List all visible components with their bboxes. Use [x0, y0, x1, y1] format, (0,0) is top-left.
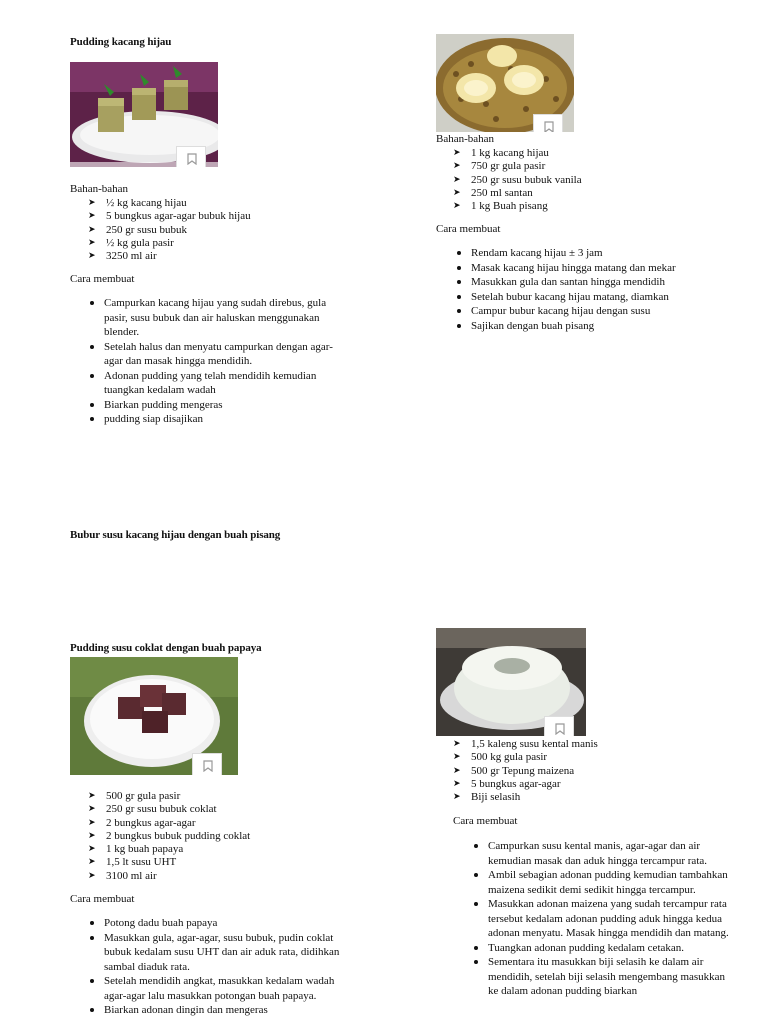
list-item: Potong dadu buah papaya — [88, 916, 353, 931]
list-item: Campur bubur kacang hijau dengan susu — [455, 304, 735, 319]
list-item: Adonan pudding yang telah mendidih kemudian tuangkan kedalam wadah — [88, 369, 350, 398]
recipe2-method-label: Cara membuat — [436, 223, 501, 235]
list-item: Campurkan susu kental manis, agar-agar dan air kemudian masak dan aduk hingga tercampur rata. — [472, 839, 734, 868]
list-item: ➤ 500 kg gula pasir — [453, 751, 713, 764]
bookmark-icon — [555, 723, 565, 735]
list-item: Setelah mendidih angkat, masukkan kedalam wadah agar-agar lalu masukkan potongan buah papaya. — [88, 974, 353, 1003]
list-item: Biarkan adonan dingin dan mengeras — [88, 1003, 353, 1018]
list-item: ➤ 1 kg buah papaya — [88, 843, 348, 856]
recipe4-step-list — [472, 839, 734, 999]
bookmark-icon — [187, 153, 197, 165]
list-item: Rendam kacang hijau ± 3 jam — [455, 246, 735, 261]
list-item: ➤ 5 bungkus agar-agar bubuk hijau — [88, 210, 348, 223]
list-item: ➤ Biji selasih — [453, 791, 713, 804]
recipe1-ingredient-list — [88, 197, 348, 263]
list-item: ➤ 2 bungkus agar-agar — [88, 817, 348, 830]
list-item: ➤ 500 gr Tepung maizena — [453, 765, 713, 778]
list-item: ➤ 1 kg Buah pisang — [453, 200, 713, 213]
list-item: ➤ 5 bungkus agar-agar — [453, 778, 713, 791]
list-item: ➤ 1,5 lt susu UHT — [88, 856, 348, 869]
recipe3-step-list — [88, 916, 353, 1018]
bookmark-button[interactable] — [176, 146, 206, 167]
recipe1-title: Pudding kacang hijau — [70, 36, 172, 48]
list-item: ➤ 3250 ml air — [88, 250, 348, 263]
recipe2-ingredient-list — [453, 147, 713, 213]
recipe2-ingredients-label: Bahan-bahan — [436, 133, 495, 145]
list-item: ➤ ½ kg kacang hijau — [88, 197, 348, 210]
recipe4-photo — [436, 628, 586, 736]
bookmark-button[interactable] — [544, 716, 574, 736]
list-item: ➤ 1 kg kacang hijau — [453, 147, 713, 160]
recipe3-ingredient-list — [88, 790, 348, 883]
bookmark-button[interactable] — [533, 114, 563, 132]
recipe2-title: Bubur susu kacang hijau dengan buah pisang — [70, 529, 281, 541]
list-item: ➤ 250 gr susu bubuk vanila — [453, 174, 713, 187]
list-item: Sementara itu masukkan biji selasih ke dalam air mendidih, setelah biji selasih mengembang masukkan ke dalam adonan pudding biarkan — [472, 955, 734, 999]
list-item: ➤ 500 gr gula pasir — [88, 790, 348, 803]
list-item: ➤ ½ kg gula pasir — [88, 237, 348, 250]
list-item: Tuangkan adonan pudding kedalam cetakan. — [472, 941, 734, 956]
recipe2-photo — [436, 34, 574, 132]
list-item: Masukkan adonan maizena yang sudah tercampur rata tersebut kedalam adonan pudding aduk hingga kedua adonan menyatu. Masak hingga mendidih dan matang. — [472, 897, 734, 941]
list-item: ➤ 3100 ml air — [88, 870, 348, 883]
list-item: Campurkan kacang hijau yang sudah direbus, gula pasir, susu bubuk dan air haluskan menggunakan blender. — [88, 296, 350, 340]
list-item: Setelah bubur kacang hijau matang, diamkan — [455, 290, 735, 305]
bookmark-button[interactable] — [192, 753, 222, 775]
recipe1-photo — [70, 62, 218, 167]
recipe1-ingredients-label: Bahan-bahan — [70, 183, 129, 195]
bookmark-icon — [203, 760, 213, 772]
list-item: ➤ 250 ml santan — [453, 187, 713, 200]
recipe2-step-list — [455, 246, 735, 333]
recipe4-ingredient-list — [453, 738, 713, 804]
list-item: Ambil sebagian adonan pudding kemudian tambahkan maizena sedikit demi sedikit hingga tercampur. — [472, 868, 734, 897]
recipe4-method-label: Cara membuat — [453, 815, 518, 827]
recipe3-photo — [70, 657, 238, 775]
list-item: Biarkan pudding mengeras — [88, 398, 350, 413]
recipe1-method-label: Cara membuat — [70, 273, 135, 285]
list-item: ➤ 750 gr gula pasir — [453, 160, 713, 173]
recipe3-title: Pudding susu coklat dengan buah papaya — [70, 642, 262, 654]
list-item: Masukkan gula, agar-agar, susu bubuk, pudin coklat bubuk kedalam susu UHT dan air aduk rata, didihkan sambal diaduk rata. — [88, 931, 353, 975]
list-item: ➤ 1,5 kaleng susu kental manis — [453, 738, 713, 751]
list-item: ➤ 2 bungkus bubuk pudding coklat — [88, 830, 348, 843]
bookmark-icon — [544, 121, 554, 132]
list-item: Masukkan gula dan santan hingga mendidih — [455, 275, 735, 290]
list-item: pudding siap disajikan — [88, 412, 350, 427]
recipe1-step-list — [88, 296, 350, 427]
recipe3-method-label: Cara membuat — [70, 893, 135, 905]
list-item: ➤ 250 gr susu bubuk — [88, 224, 348, 237]
list-item: Masak kacang hijau hingga matang dan mekar — [455, 261, 735, 276]
list-item: Setelah halus dan menyatu campurkan dengan agar-agar dan masak hingga mendidih. — [88, 340, 350, 369]
list-item: Sajikan dengan buah pisang — [455, 319, 735, 334]
list-item: ➤ 250 gr susu bubuk coklat — [88, 803, 348, 816]
